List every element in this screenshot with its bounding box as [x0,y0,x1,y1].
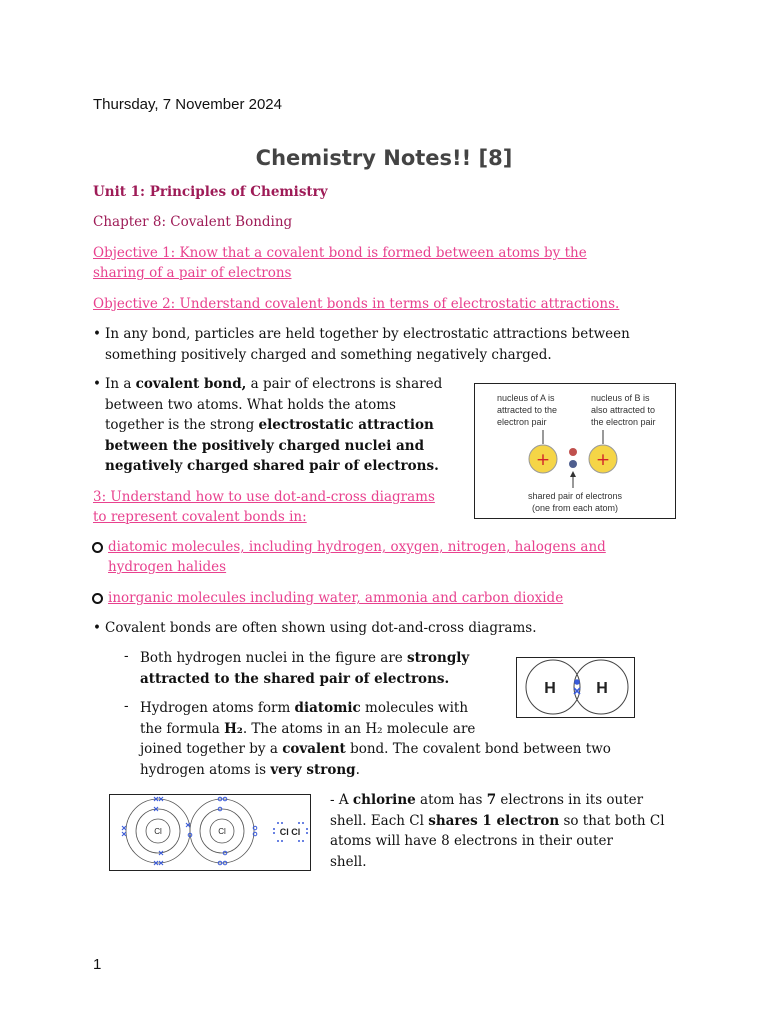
electron-dot [574,679,580,685]
label-a-line3: electron pair [497,417,547,427]
atom-h-right: H [596,680,608,697]
atom-cl-right: Cl [218,827,226,836]
circle-bullet-icon [92,593,103,604]
bullet-electrostatic: • In any bond, particles are held together by electrostatic attractions between something positively charged and something negatively charged. [105,324,630,365]
bullet-dot-cross: • Covalent bonds are often shown using dot-and-cross diagrams. [105,618,537,639]
figure-electrostatic-attraction [474,383,676,519]
figure-chlorine-molecule [109,794,311,871]
date: Thursday, 7 November 2024 [93,96,282,113]
electrostatic-diagram [475,384,675,518]
objective-1: Objective 1: Know that a covalent bond is formed between atoms by the sharing of a pair of electrons [93,245,587,281]
page-number: 1 [93,956,102,973]
cl2-diagram [110,795,310,870]
label-b-line1: nucleus of B is [591,393,650,403]
atom-h-left: H [544,680,556,697]
lewis-structure: Cl Cl [279,827,301,837]
electron-1 [569,448,577,456]
plus-b: + [595,450,611,470]
sub-objective-inorganic: inorganic molecules including water, ammonia and carbon dioxide [108,590,564,606]
objective-3: 3: Understand how to use dot-and-cross diagrams to represent covalent bonds in: [93,489,435,525]
unit-heading: Unit 1: Principles of Chemistry [93,184,328,200]
bullet-covalent-bond: • In a covalent bond, a pair of electrons is shared between two atoms. What holds the atoms together is the strong electrostatic attraction between the positively charged nuclei and negatively charged shared pair of electrons. [105,374,442,477]
dash-hydrogen-nuclei: Both hydrogen nuclei in the figure are strongly attracted to the shared pair of electrons. [140,650,470,687]
circle-bullet-icon [92,542,103,553]
label-a-line1: nucleus of A is [497,393,555,403]
chlorine-paragraph: - A chlorine atom has 7 electrons in its outer shell. Each Cl shares 1 electron so that both Cl atoms will have 8 electrons in their outer shell. [330,792,665,870]
electron-cross [574,688,580,694]
page-title: Chemistry Notes!! [8] [255,146,513,170]
shared-label-line2: (one from each atom) [531,503,619,513]
shared-label-line1: shared pair of electrons [527,491,623,501]
dash-marker: - [124,698,129,714]
plus-a: + [535,450,551,470]
dash-diatomic-hydrogen: Hydrogen atoms form diatomic molecules with the formula H₂. The atoms in an H₂ molecule are joined together by a covalent bond. The covalent bond between two hydrogen atoms is very strong. [140,700,611,778]
label-b-line3: the electron pair [591,417,656,427]
label-b-line2: also attracted to [591,405,656,415]
electron-2 [569,460,577,468]
dash-marker: - [124,648,129,664]
label-a-line2: attracted to the [497,405,558,415]
atom-cl-left: Cl [154,827,162,836]
sub-objective-diatomic: diatomic molecules, including hydrogen, oxygen, nitrogen, halogens and hydrogen halides [108,539,606,575]
objective-2: Objective 2: Understand covalent bonds in terms of electrostatic attractions. [93,296,620,312]
chapter-heading: Chapter 8: Covalent Bonding [93,214,293,230]
